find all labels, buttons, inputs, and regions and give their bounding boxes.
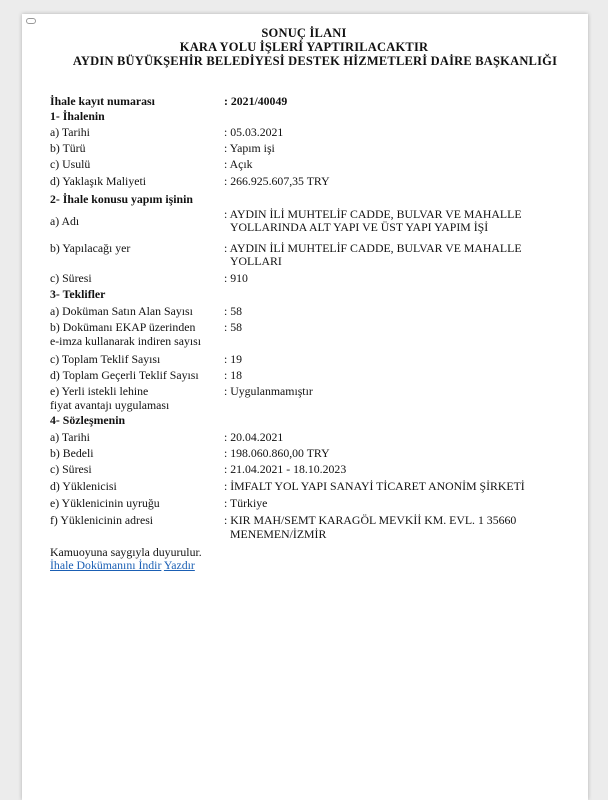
s4-suresi-label: c) Süresi: [50, 462, 92, 476]
authority-name: AYDIN BÜYÜKŞEHİR BELEDİYESİ DESTEK HİZMETLERİ DAİRE BAŞKANLIĞI: [72, 54, 558, 68]
s1-tarih-value: : 05.03.2021: [224, 125, 284, 139]
footer-links: [50, 558, 195, 572]
s3-toplam-value: : 19: [224, 352, 243, 366]
s3-yerli-label-line2: fiyat avantajı uygulaması: [50, 398, 170, 412]
s3-yerli-value: : Uygulanmamıştır: [224, 384, 313, 398]
s3-gecerli-label: d) Toplam Geçerli Teklif Sayısı: [50, 368, 199, 382]
print-link[interactable]: Yazdır: [163, 558, 195, 572]
s4-suresi-value: : 21.04.2021 - 18.10.2023: [224, 462, 347, 476]
s4-adres-value-line1: : KIR MAH/SEMT KARAGÖL MEVKİİ KM. EVL. 1 35660: [224, 513, 517, 527]
section-4-heading: 4- Sözleşmenin: [50, 413, 126, 427]
s2-yer-value-line1: : AYDIN İLİ MUHTELİF CADDE, BULVAR VE MAHALLE: [224, 241, 522, 255]
section-2-heading: 2- İhale konusu yapım işinin: [50, 192, 193, 206]
s3-ekap-label-line2: e-imza kullanarak indiren sayısı: [50, 334, 202, 348]
s1-tarih-label: a) Tarihi: [50, 125, 90, 139]
page-corner-mark: [26, 18, 36, 24]
s4-yuklenici-label: d) Yüklenicisi: [50, 479, 117, 493]
s1-turu-label: b) Türü: [50, 141, 86, 155]
s3-ekap-label-line1: b) Dokümanı EKAP üzerinden: [50, 320, 196, 334]
s1-maliyet-value: : 266.925.607,35 TRY: [224, 174, 330, 188]
s4-bedel-value: : 198.060.860,00 TRY: [224, 446, 330, 460]
s2-yer-value-line2: YOLLARI: [230, 254, 282, 268]
notice-title: SONUÇ İLANI: [261, 26, 347, 40]
s2-suresi-value: : 910: [224, 271, 248, 285]
s3-gecerli-value: : 18: [224, 368, 243, 382]
notice-subtitle: KARA YOLU İŞLERİ YAPTIRILACAKTIR: [179, 40, 429, 54]
section-1-heading: 1- İhalenin: [50, 109, 105, 123]
s3-yerli-label-line1: e) Yerli istekli lehine: [50, 384, 149, 398]
s4-uyruk-label: e) Yüklenicinin uyruğu: [50, 496, 160, 510]
s2-adi-value-line1: : AYDIN İLİ MUHTELİF CADDE, BULVAR VE MAHALLE: [224, 207, 522, 221]
ikn-label: İhale kayıt numarası: [50, 94, 155, 108]
s4-yuklenici-value: : İMFALT YOL YAPI SANAYİ TİCARET ANONİM ŞİRKETİ: [224, 479, 525, 493]
s4-uyruk-value: : Türkiye: [224, 496, 268, 510]
s3-dokuman-label: a) Doküman Satın Alan Sayısı: [50, 304, 193, 318]
s3-toplam-label: c) Toplam Teklif Sayısı: [50, 352, 161, 366]
closing-text: Kamuoyuna saygıyla duyurulur.: [50, 545, 202, 559]
s3-ekap-value: : 58: [224, 320, 243, 334]
section-3-heading: 3- Teklifler: [50, 287, 106, 301]
s4-bedel-label: b) Bedeli: [50, 446, 94, 460]
download-document-link[interactable]: İhale Dokümanını İndir: [50, 558, 162, 572]
ikn-value: : 2021/40049: [224, 94, 288, 108]
s3-dokuman-value: : 58: [224, 304, 243, 318]
s2-suresi-label: c) Süresi: [50, 271, 92, 285]
s1-usulu-value: : Açık: [224, 157, 253, 171]
s2-adi-label: a) Adı: [50, 214, 80, 228]
s2-yer-label: b) Yapılacağı yer: [50, 241, 131, 255]
s4-tarih-value: : 20.04.2021: [224, 430, 284, 444]
s4-adres-value-line2: MENEMEN/İZMİR: [230, 527, 327, 541]
s4-tarih-label: a) Tarihi: [50, 430, 90, 444]
s2-adi-value-line2: YOLLARINDA ALT YAPI VE ÜST YAPI YAPIM İŞİ: [230, 220, 489, 234]
s4-adres-label: f) Yüklenicinin adresi: [50, 513, 154, 527]
s1-maliyet-label: d) Yaklaşık Maliyeti: [50, 174, 147, 188]
s1-usulu-label: c) Usulü: [50, 157, 91, 171]
s1-turu-value: : Yapım işi: [224, 141, 275, 155]
